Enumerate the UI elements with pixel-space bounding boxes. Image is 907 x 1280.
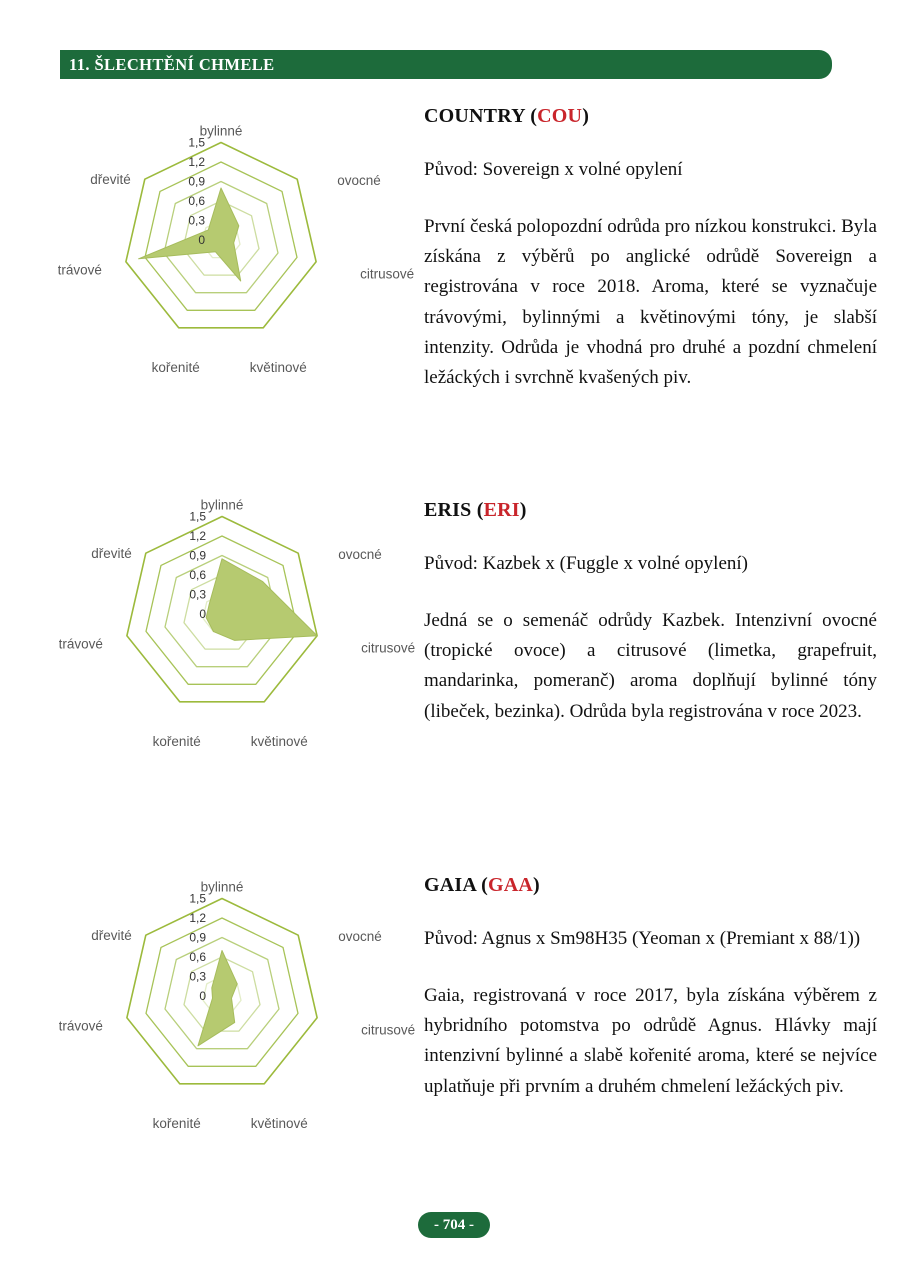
radar-data-polygon <box>206 559 317 641</box>
radar-tick-label: 0,6 <box>188 194 205 208</box>
radar-axis-label: bylinné <box>200 879 244 895</box>
radar-axis-label: bylinné <box>200 497 244 513</box>
radar-axis-label: citrusové <box>360 266 415 282</box>
radar-axis-label: ovocné <box>338 547 382 563</box>
radar-axis-label: ovocné <box>337 173 381 189</box>
variety-title: COUNTRY (COU) <box>424 105 590 127</box>
radar-axis-label: trávové <box>59 1018 103 1034</box>
variety-code: COU <box>537 105 583 127</box>
origin-line: Původ: Agnus x Sm98H35 (Yeoman x (Premiant x 88/1)) <box>424 928 861 949</box>
radar-tick-label: 1,5 <box>188 135 205 150</box>
radar-axis-label: květinové <box>249 359 307 375</box>
radar-tick-label: 0,6 <box>189 950 206 964</box>
radar-axis-label: bylinné <box>199 123 243 139</box>
origin-line: Původ: Sovereign x volné opylení <box>424 159 683 180</box>
radar-tick-label: 1,2 <box>189 911 206 925</box>
variety-title: ERIS (ERI) <box>424 499 527 521</box>
description-paragraph: První česká polopozdní odrůda pro nízkou konstrukci. Byla získána z výběrů po anglické odrůdě Sovereign a registrována v roce 2018. Aroma, které se vyznačuje trávovými, bylinnými a květinovými tóny, je slabší intenzity. Odrůda je vhodná pro druhé a pozdní chmelení ležáckých i svrchně kvašených piv. <box>424 216 877 389</box>
radar-chart-gaia <box>59 862 437 1148</box>
variety-name: GAIA ( <box>424 874 488 896</box>
radar-axis-label: kořenité <box>151 359 200 375</box>
radar-axis-label: dřevité <box>91 546 132 562</box>
radar-tick-label: 1,5 <box>189 509 206 524</box>
radar-axis-label: ovocné <box>338 929 382 945</box>
radar-chart-country <box>58 106 436 392</box>
radar-axis-label: citrusové <box>361 1022 416 1038</box>
page-number: - 704 - <box>434 1216 474 1233</box>
radar-axis-label: trávové <box>58 262 102 278</box>
radar-axis-label: květinové <box>250 733 308 749</box>
radar-axis-label: kořenité <box>152 1115 201 1131</box>
section-country <box>424 105 877 393</box>
radar-tick-label: 0,6 <box>189 568 206 582</box>
chapter-header-bar <box>60 50 832 79</box>
radar-axis-label: kořenité <box>152 733 201 749</box>
origin-line: Původ: Kazbek x (Fuggle x volné opylení) <box>424 553 749 574</box>
radar-tick-label: 0,9 <box>189 548 206 563</box>
variety-code: ERI <box>483 499 520 521</box>
description-paragraph: Jedná se o semenáč odrůdy Kazbek. Intenzivní ovocné (tropické ovoce) a citrusové (limetka, grapefruit, mandarinka, pomeranč) aroma doplňují bylinné tóny (libeček, bezinka). Odrůda byla registrována v roce 2023. <box>424 610 877 722</box>
radar-axis-label: dřevité <box>90 172 131 188</box>
variety-name: COUNTRY ( <box>424 105 538 127</box>
description-paragraph: Gaia, registrovaná v roce 2017, byla získána výběrem z hybridního potomstva po odrůdě Agnus. Hlávky mají intenzivní bylinné a slabě kořenité aroma, které se nejvíce uplatňuje při prvním a druhém chmelení ležáckých piv. <box>424 985 877 1097</box>
chapter-title: 11. ŠLECHTĚNÍ CHMELE <box>69 54 275 74</box>
radar-tick-label: 1,2 <box>188 155 205 169</box>
radar-tick-label: 0 <box>199 607 206 621</box>
variety-name: ERIS ( <box>424 499 484 521</box>
section-eris <box>424 499 877 727</box>
radar-axis-label: citrusové <box>361 640 416 656</box>
radar-axis-label: květinové <box>250 1115 308 1131</box>
page-number-pill <box>418 1212 490 1238</box>
radar-tick-label: 0,9 <box>189 930 206 945</box>
radar-chart-eris <box>59 480 437 766</box>
radar-tick-label: 0,3 <box>189 587 206 602</box>
radar-tick-label: 0 <box>199 989 206 1003</box>
radar-tick-label: 0,3 <box>188 213 205 228</box>
radar-tick-label: 1,2 <box>189 529 206 543</box>
radar-axis-label: dřevité <box>91 928 132 944</box>
radar-tick-label: 1,5 <box>189 891 206 906</box>
radar-tick-label: 0,3 <box>189 969 206 984</box>
variety-code: GAA <box>487 874 534 896</box>
radar-tick-label: 0,9 <box>188 174 205 189</box>
radar-tick-label: 0 <box>198 233 205 247</box>
variety-title: GAIA (GAA) <box>424 874 540 896</box>
section-gaia <box>424 874 877 1102</box>
radar-axis-label: trávové <box>59 636 103 652</box>
